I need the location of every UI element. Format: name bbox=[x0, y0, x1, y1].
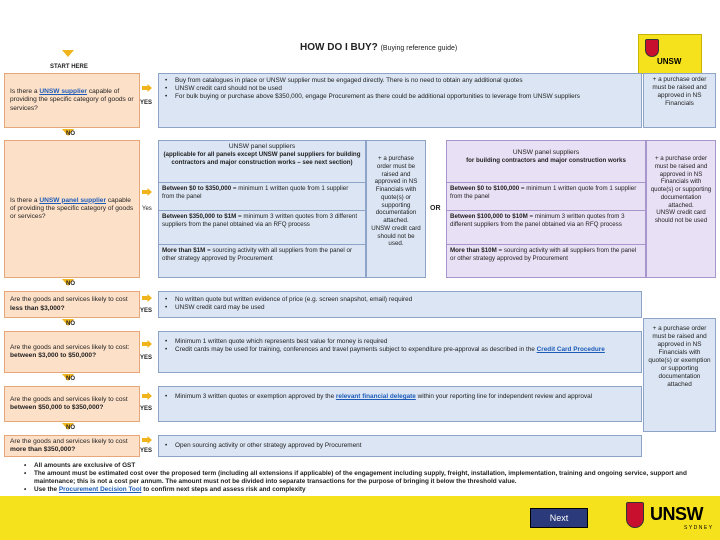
bullet-item: • For bulk buying or purchase above $350,000, engage Procurement as there could be additional opportunities to leverage from UNSW suppliers bbox=[163, 93, 637, 101]
yes-label: Yes bbox=[142, 206, 152, 212]
arrow-down-icon bbox=[62, 50, 74, 57]
arrow-right-icon bbox=[142, 188, 152, 196]
threshold-row: More than $1M = sourcing activity with all suppliers from the panel or other strategy approved by Procurement bbox=[162, 247, 353, 262]
start-arrow bbox=[62, 50, 74, 57]
arrow-right-icon bbox=[142, 436, 152, 444]
bullet-item: • Buy from catalogues in place or UNSW supplier must be engaged directly. There is no need to obtain any additional quotes bbox=[163, 77, 637, 85]
no-label: NO bbox=[66, 376, 75, 382]
question-over-350000: Are the goods and services likely to cost more than $350,000? bbox=[4, 435, 140, 457]
note-item: • Use the Procurement Decision Tool to confirm next steps and assess risk and complexity bbox=[22, 486, 712, 494]
bullet-item: • Minimum 1 written quote which represents best value for money is required bbox=[163, 338, 637, 346]
crest-icon bbox=[645, 39, 659, 57]
panel-table-general bbox=[158, 140, 366, 278]
bullet-item: • UNSW credit card should not be used bbox=[163, 85, 637, 93]
logo-wordmark: UNSW bbox=[650, 504, 703, 524]
bullet-item: • Credit cards may be used for training, conferences and travel payments subject to expenditure pre-approval as described in the Credit Card Procedure bbox=[163, 346, 637, 354]
footer-bar bbox=[0, 496, 720, 540]
threshold-row: Between $0 to $350,000 = minimum 1 written quote from 1 supplier from the panel bbox=[159, 183, 365, 211]
unsw-logo-footer bbox=[626, 500, 716, 536]
question-under-3000: Are the goods and services likely to cost less than $3,000? bbox=[4, 291, 140, 318]
arrow-right-icon bbox=[142, 340, 152, 348]
yes-label: YES bbox=[140, 448, 153, 454]
panel-heading: UNSW panel suppliers bbox=[228, 143, 296, 150]
po-note-1: + a purchase order must be raised and approved in NS Financials bbox=[643, 73, 716, 128]
panel-subheading: (applicable for all panels except UNSW panel suppliers for building contractors and major construction works – see next section) bbox=[163, 151, 361, 166]
threshold-row: More than $10M = sourcing activity with all suppliers from the panel or other strategy approved by Procurement bbox=[450, 247, 637, 262]
bullet-item: • No written quote but written evidence of price (e.g. screen snapshot, email) required bbox=[163, 296, 637, 304]
panel-table-construction bbox=[446, 140, 646, 278]
logo-wordmark: UNSW bbox=[657, 57, 682, 66]
decision-tool-link[interactable]: Procurement Decision Tool bbox=[58, 486, 142, 493]
no-label: NO bbox=[66, 425, 75, 431]
arrow-right-icon bbox=[142, 392, 152, 400]
answer-50000-350000 bbox=[158, 386, 642, 422]
answer-unsw-supplier bbox=[158, 73, 642, 128]
question-unsw-supplier: Is there a UNSW supplier capable of providing the specific category of goods or services? bbox=[4, 73, 140, 128]
credit-card-procedure-link[interactable]: Credit Card Procedure bbox=[536, 346, 605, 353]
crest-icon bbox=[626, 502, 644, 528]
yes-label: YES bbox=[140, 406, 153, 412]
panel-heading: UNSW panel suppliers bbox=[512, 149, 580, 156]
arrow-right-icon bbox=[142, 84, 152, 92]
panel-supplier-link[interactable]: UNSW panel supplier bbox=[39, 196, 107, 204]
no-label: NO bbox=[66, 131, 75, 137]
bullet-item: • Open sourcing activity or other strategy approved by Procurement bbox=[163, 442, 637, 450]
yes-label: YES bbox=[140, 355, 153, 361]
financial-delegate-link[interactable]: relevant financial delegate bbox=[335, 393, 416, 400]
arrow-right-icon bbox=[142, 294, 152, 302]
po-note-construction: + a purchase order must be raised and approved in NS Financials with quote(s) or supporting documentation attached. UNSW credit card should not be used bbox=[646, 140, 716, 278]
answer-over-350000 bbox=[158, 435, 642, 457]
bullet-item: • UNSW credit card may be used bbox=[163, 304, 637, 312]
title-text: HOW DO I BUY? bbox=[300, 42, 378, 53]
no-label: NO bbox=[66, 321, 75, 327]
note-item: • All amounts are exclusive of GST bbox=[22, 462, 712, 470]
panel-subheading: for building contractors and major construction works bbox=[466, 157, 626, 165]
or-label: OR bbox=[430, 205, 441, 212]
notes-section bbox=[22, 462, 712, 494]
threshold-row: Between $0 to $100,000 = minimum 1 written quote from 1 supplier from the panel bbox=[447, 183, 645, 211]
no-label: NO bbox=[66, 281, 75, 287]
question-50000-350000: Are the goods and services likely to cost between $50,000 to $350,000? bbox=[4, 386, 140, 422]
threshold-row: Between $100,000 to $10M = minimum 3 written quotes from 3 different suppliers from the panel obtained via an RFQ process bbox=[447, 211, 645, 245]
answer-3000-50000 bbox=[158, 331, 642, 373]
question-3000-50000: Are the goods and services likely to cost: between $3,000 to $50,000? bbox=[4, 331, 140, 373]
unsw-logo-top bbox=[638, 34, 702, 74]
next-button[interactable]: Next bbox=[530, 508, 588, 528]
start-here-label: START HERE bbox=[50, 64, 88, 70]
yes-label: YES bbox=[140, 308, 153, 314]
subtitle-text: (Buying reference guide) bbox=[380, 45, 458, 52]
answer-under-3000 bbox=[158, 291, 642, 318]
unsw-supplier-link[interactable]: UNSW supplier bbox=[39, 88, 87, 96]
threshold-row: Between $350,000 to $1M = minimum 3 written quotes from 3 different suppliers from the panel obtained via an RFQ process bbox=[159, 211, 365, 245]
po-note-thresholds: + a purchase order must be raised and approved in NS Financials with quote(s) or exemption or supporting documentation attached bbox=[643, 318, 716, 432]
bullet-item: • Minimum 3 written quotes or exemption approved by the relevant financial delegate within your reporting line for independent review and approval bbox=[163, 393, 637, 401]
po-note-panel: + a purchase order must be raised and approved in NS Financials with quote(s) or supporting documentation attached. UNSW credit card should not be used. bbox=[366, 140, 426, 278]
logo-subtext: SYDNEY bbox=[684, 525, 714, 531]
page-title bbox=[300, 42, 457, 53]
note-item: • The amount must be estimated cost over the proposed term (including all extensions if applicable) of the engagement including supply, freight, installation, implementation, training and ongoing service, support and maintenance; this is not a cost per annum. The amount must not be divided into separate transactions for the purpose of bringing it below the threshold value. bbox=[22, 470, 712, 486]
yes-label: YES bbox=[140, 100, 153, 106]
question-panel-supplier: Is there a UNSW panel supplier capable of providing the specific category of goods or services? bbox=[4, 140, 140, 278]
